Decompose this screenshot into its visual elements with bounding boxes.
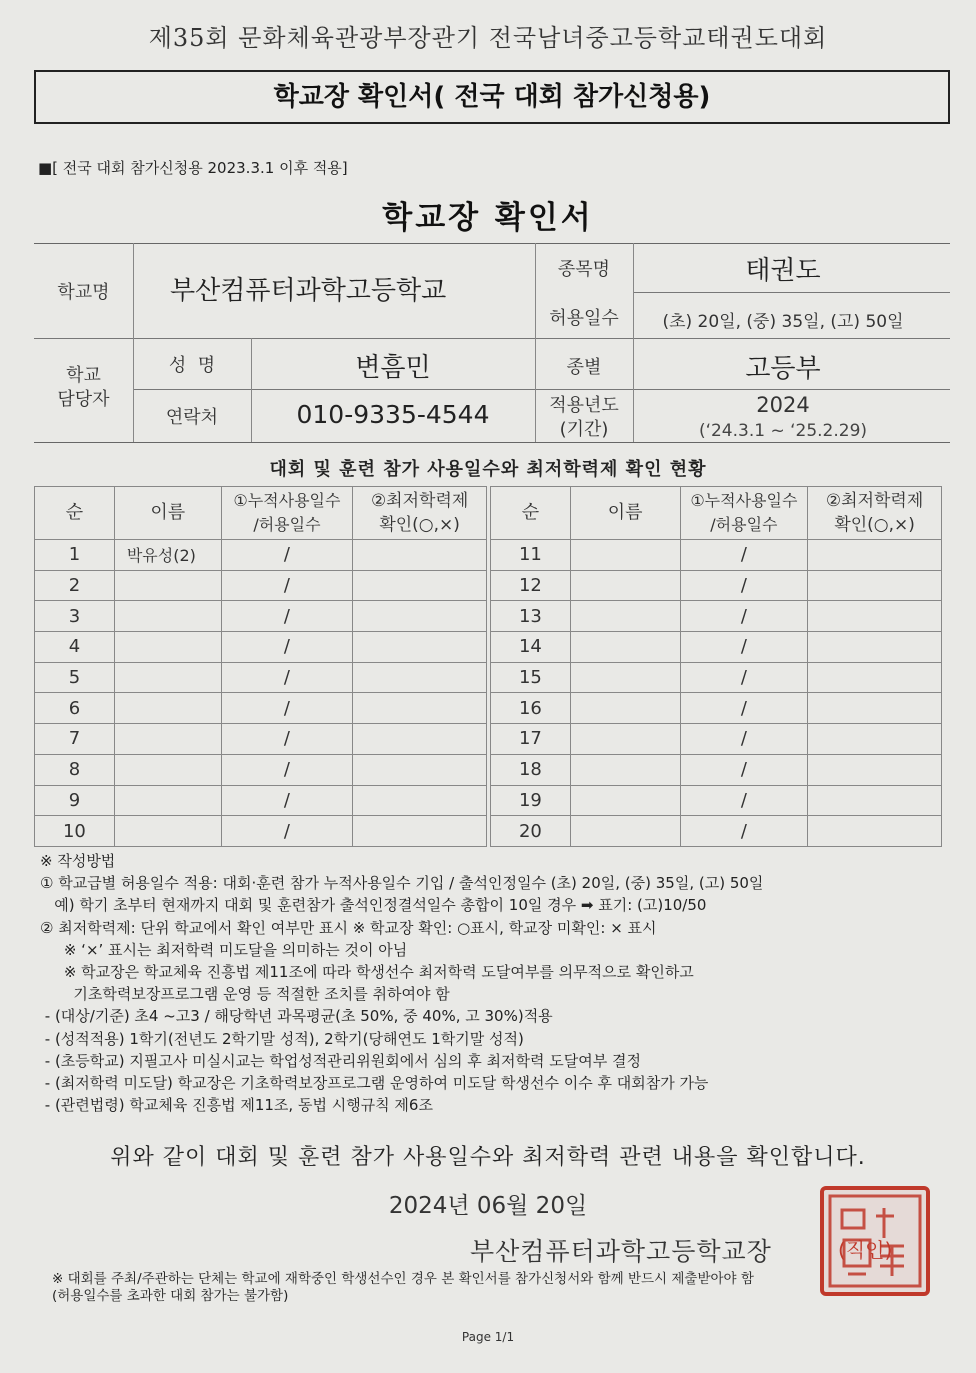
row-used-days: /: [680, 570, 808, 601]
row-used-days: /: [221, 724, 353, 755]
row-name: [114, 662, 221, 693]
col-name-header: 이름: [114, 487, 221, 540]
year-value: 2024: [756, 393, 810, 417]
row-number: 6: [35, 693, 115, 724]
sport-label: 종목명: [557, 259, 611, 280]
instruction-line: ※ 작성방법: [40, 852, 116, 870]
writing-instructions: [40, 850, 940, 1116]
table-row: [35, 601, 487, 632]
table-row: [491, 632, 942, 663]
row-used-days: /: [221, 816, 353, 847]
table-row: [35, 570, 487, 601]
table-row: [491, 724, 942, 755]
division-value: 고등부: [745, 354, 821, 384]
row-used-days: /: [680, 540, 808, 571]
row-used-days: /: [221, 540, 353, 571]
year-label: 적용년도 (기간): [549, 395, 619, 440]
row-number: 10: [35, 816, 115, 847]
section-title: 대회 및 훈련 참가 사용일수와 최저학력제 확인 현황: [269, 459, 707, 480]
row-used-days: /: [680, 816, 808, 847]
table-row: [35, 540, 487, 571]
row-number: 13: [491, 601, 571, 632]
row-min-academic: [808, 724, 942, 755]
row-name: [114, 816, 221, 847]
row-name: [570, 662, 680, 693]
row-number: 16: [491, 693, 571, 724]
row-used-days: /: [680, 632, 808, 663]
contact-label: 연락처: [165, 407, 219, 428]
instruction-line: - (최저학력 미도달) 학교장은 기초학력보장프로그램 운영하여 미도달 학생선수 이수 후 대회참가 가능: [40, 1074, 709, 1093]
school-label: 학교명: [57, 282, 110, 303]
row-min-academic: [353, 632, 487, 663]
col-min-academic-header: ②최저학력제 확인(○,×): [808, 487, 942, 540]
row-min-academic: [808, 785, 942, 816]
table-row: [491, 754, 942, 785]
footnote-line: (허용일수를 초과한 대회 참가는 불가함): [52, 1288, 289, 1304]
row-min-academic: [353, 754, 487, 785]
col-name-header: 이름: [570, 487, 680, 540]
seal-note: (직인): [838, 1238, 893, 1262]
row-used-days: /: [680, 601, 808, 632]
row-number: 8: [35, 754, 115, 785]
table-row: [491, 540, 942, 571]
row-min-academic: [808, 570, 942, 601]
table-row: [491, 570, 942, 601]
table-row: [35, 662, 487, 693]
row-name: [114, 632, 221, 663]
division-label: 종별: [566, 357, 602, 378]
row-used-days: /: [221, 570, 353, 601]
instruction-line: ① 학교급별 허용일수 적용: 대회·훈련 참가 누적사용일수 기입 / 출석인정일수 (초) 20일, (중) 35일, (고) 50일: [40, 874, 764, 893]
row-name: 박유성(2): [114, 540, 221, 571]
page-number: Page 1/1: [461, 1330, 515, 1344]
row-min-academic: [353, 570, 487, 601]
row-min-academic: [808, 816, 942, 847]
col-no-header: 순: [491, 487, 571, 540]
row-name: [570, 785, 680, 816]
table-row: [491, 816, 942, 847]
row-name: [570, 816, 680, 847]
form-banner: 학교장 확인서( 전국 대회 참가신청용): [34, 70, 950, 124]
col-no-header: 순: [35, 487, 115, 540]
principal-signature: 부산컴퓨터과학고등학교장: [470, 1237, 772, 1266]
instruction-line: - (초등학교) 지필고사 미실시교는 학업성적관리위원회에서 심의 후 최저학력 도달여부 결정: [40, 1051, 641, 1070]
table-row: [35, 724, 487, 755]
row-number: 1: [35, 540, 115, 571]
row-number: 9: [35, 785, 115, 816]
table-row: [491, 601, 942, 632]
col-used-days-header: ①누적사용일수 /허용일수: [680, 487, 808, 540]
row-number: 2: [35, 570, 115, 601]
row-min-academic: [808, 693, 942, 724]
row-number: 17: [491, 724, 571, 755]
row-name: [114, 601, 221, 632]
row-used-days: /: [680, 693, 808, 724]
row-used-days: /: [221, 601, 353, 632]
row-number: 3: [35, 601, 115, 632]
footnote: [52, 1271, 952, 1305]
instruction-line: - (관련법령) 학교체육 진흥법 제11조, 동법 시행규칙 제6조: [40, 1096, 433, 1115]
row-name: [114, 754, 221, 785]
table-row: [35, 785, 487, 816]
row-number: 12: [491, 570, 571, 601]
row-name: [570, 754, 680, 785]
applicability-note: ■[ 전국 대회 참가신청용 2023.3.1 이후 적용]: [38, 159, 348, 177]
row-min-academic: [808, 662, 942, 693]
row-min-academic: [353, 816, 487, 847]
row-min-academic: [353, 785, 487, 816]
row-name: [570, 693, 680, 724]
row-number: 11: [491, 540, 571, 571]
event-title: 제35회 문화체육관광부장관기 전국남녀중고등학교태권도대회: [148, 24, 828, 52]
row-used-days: /: [680, 662, 808, 693]
row-name: [570, 632, 680, 663]
row-min-academic: [808, 601, 942, 632]
table-row: [491, 693, 942, 724]
issue-date: 2024년 06월 20일: [388, 1193, 588, 1219]
manager-name-value: 변흠민: [355, 353, 431, 383]
instruction-line: 예) 학기 초부터 현재까지 대회 및 훈련참가 출석인정결석일수 총합이 10일 경우 ➡ 표기: (고)10/50: [40, 896, 707, 915]
row-used-days: /: [221, 754, 353, 785]
row-name: [114, 570, 221, 601]
row-number: 15: [491, 662, 571, 693]
row-used-days: /: [221, 693, 353, 724]
row-name: [570, 570, 680, 601]
row-name: [570, 601, 680, 632]
row-number: 20: [491, 816, 571, 847]
allowed-days-label: 허용일수: [549, 308, 619, 329]
row-number: 7: [35, 724, 115, 755]
instruction-line: - (성적적용) 1학기(전년도 2학기말 성적), 2학기(당해연도 1학기말 성적): [40, 1029, 524, 1048]
instruction-line: ※ ‘×’ 표시는 최저학력 미도달을 의미하는 것이 아님: [40, 940, 408, 959]
usage-table-left: [34, 486, 487, 847]
document-title: 학교장 확인서: [382, 200, 594, 236]
row-min-academic: [353, 601, 487, 632]
contact-value: 010-9335-4544: [296, 400, 490, 429]
row-number: 18: [491, 754, 571, 785]
instruction-line: ※ 학교장은 학교체육 진흥법 제11조에 따라 학생선수 최저학력 도달여부를 의무적으로 확인하고: [40, 963, 694, 982]
table-row: [491, 785, 942, 816]
sport-value: 태권도: [745, 256, 821, 286]
school-value: 부산컴퓨터과학고등학교: [170, 276, 447, 306]
table-row: [35, 754, 487, 785]
row-number: 5: [35, 662, 115, 693]
row-min-academic: [808, 540, 942, 571]
col-min-academic-header: ②최저학력제 확인(○,×): [353, 487, 487, 540]
row-number: 19: [491, 785, 571, 816]
footnote-line: ※ 대회를 주최/주관하는 단체는 학교에 재학중인 학생선수인 경우 본 확인서를 참가신청서와 함께 반드시 제출받아야 함: [52, 1271, 754, 1287]
row-used-days: /: [680, 785, 808, 816]
manager-label: 학교 담당자: [57, 365, 110, 410]
row-name: [570, 540, 680, 571]
row-name: [114, 785, 221, 816]
row-min-academic: [353, 693, 487, 724]
allowed-days-value: (초) 20일, (중) 35일, (고) 50일: [662, 312, 904, 332]
row-min-academic: [808, 754, 942, 785]
row-min-academic: [808, 632, 942, 663]
row-used-days: /: [221, 632, 353, 663]
row-number: 14: [491, 632, 571, 663]
instruction-line: ② 최저학력제: 단위 학교에서 확인 여부만 표시 ※ 학교장 확인: ○표시, 학교장 미확인: × 표시: [40, 918, 657, 937]
table-row: [491, 662, 942, 693]
instruction-line: - (대상/기준) 초4 ~고3 / 해당학년 과목평균(초 50%, 중 40%, 고 30%)적용: [40, 1007, 553, 1026]
usage-table-right: [490, 486, 942, 847]
confirmation-statement: 위와 같이 대회 및 훈련 참가 사용일수와 최저학력 관련 내용을 확인합니다.: [110, 1145, 866, 1170]
row-name: [114, 693, 221, 724]
row-used-days: /: [680, 754, 808, 785]
table-row: [35, 693, 487, 724]
row-used-days: /: [221, 785, 353, 816]
table-row: [35, 816, 487, 847]
row-min-academic: [353, 662, 487, 693]
col-used-days-header: ①누적사용일수 /허용일수: [221, 487, 353, 540]
row-number: 4: [35, 632, 115, 663]
row-used-days: /: [680, 724, 808, 755]
row-used-days: /: [221, 662, 353, 693]
row-min-academic: [353, 724, 487, 755]
table-row: [35, 632, 487, 663]
row-name: [570, 724, 680, 755]
period-value: (‘24.3.1 ~ ‘25.2.29): [698, 421, 868, 441]
row-name: [114, 724, 221, 755]
manager-name-label: 성 명: [168, 355, 216, 376]
row-min-academic: [353, 540, 487, 571]
instruction-line: 기초학력보장프로그램 운영 등 적절한 조치를 취하여야 함: [40, 985, 450, 1004]
